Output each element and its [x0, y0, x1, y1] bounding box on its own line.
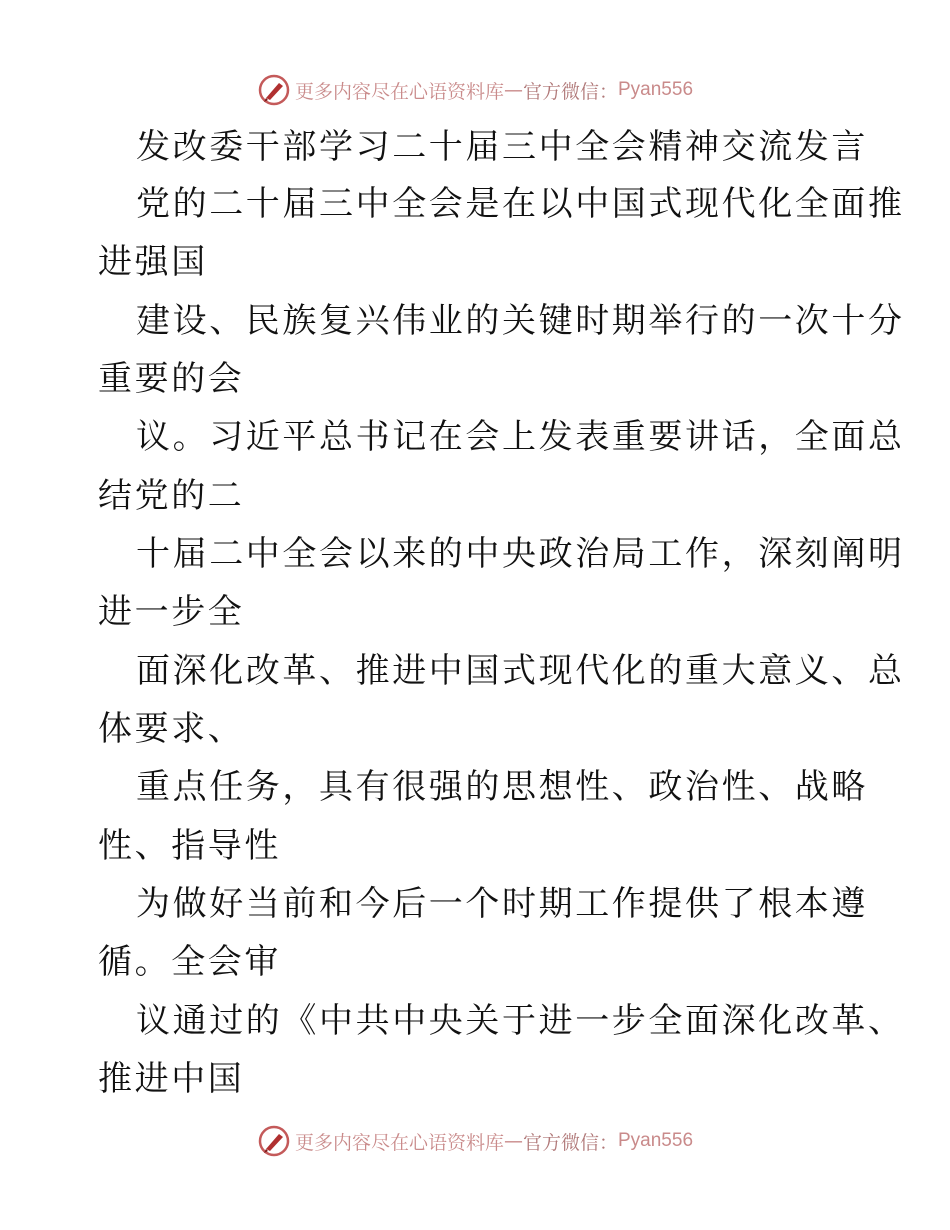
- header-separator: —: [503, 79, 523, 101]
- paragraph-line: 议。习近平总书记在会上发表重要讲话，全面总: [136, 417, 905, 457]
- paragraph-line: 体要求、: [98, 709, 245, 749]
- paragraph-line: 循。全会审: [98, 942, 281, 982]
- paragraph-line: 进强国: [98, 242, 208, 282]
- paragraph-line: 性、指导性: [98, 826, 281, 866]
- paragraph-line: 党的二十届三中全会是在以中国式现代化全面推: [136, 184, 905, 224]
- paragraph-line: 重要的会: [98, 359, 245, 399]
- document-title: 发改委干部学习二十届三中全会精神交流发言: [136, 127, 868, 167]
- paragraph-line: 重点任务，具有很强的思想性、政治性、战略: [136, 767, 868, 807]
- paragraph-line: 议通过的《中共中央关于进一步全面深化改革、: [136, 1001, 905, 1041]
- pen-logo-icon: [257, 1124, 291, 1158]
- paragraph-line: 推进中国: [98, 1059, 245, 1099]
- paragraph-line: 建设、民族复兴伟业的关键时期举行的一次十分: [136, 301, 905, 341]
- paragraph-line: 十届二中全会以来的中央政治局工作，深刻阐明: [136, 534, 905, 574]
- paragraph-line: 结党的二: [98, 476, 245, 516]
- footer-wechat-label: 官方微信：: [522, 1131, 618, 1154]
- header-wechat-label: 官方微信：: [522, 80, 618, 103]
- header-brand-text: 更多内容尽在心语资料库: [294, 80, 504, 103]
- header-wechat-id: Pyan556: [618, 79, 694, 100]
- paragraph-line: 进一步全: [98, 592, 245, 632]
- footer-separator: —: [503, 1130, 523, 1152]
- footer-wechat-id: Pyan556: [618, 1130, 694, 1151]
- footer-brand-text: 更多内容尽在心语资料库: [294, 1131, 504, 1154]
- paragraph-line: 面深化改革、推进中国式现代化的重大意义、总: [136, 651, 905, 691]
- footer-watermark: [0, 1121, 950, 1161]
- paragraph-line: 为做好当前和今后一个时期工作提供了根本遵: [136, 884, 868, 924]
